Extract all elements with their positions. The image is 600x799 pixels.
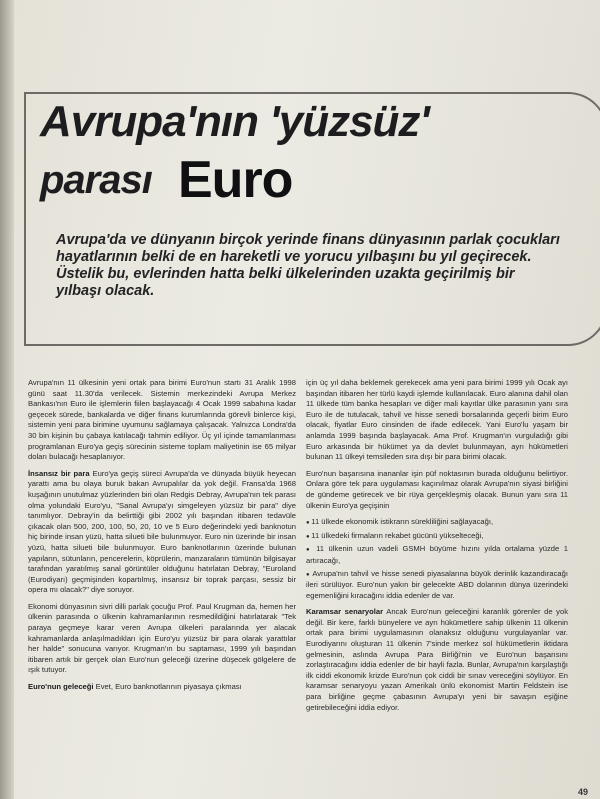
subheading: İnsansız bir para (28, 468, 90, 478)
page-spine-shadow (0, 0, 14, 799)
body-paragraph: Avrupa'nın 11 ülkesinin yeni ortak para birimi Euro'nun startı 31 Aralık 1998 günü saat 11.30'da verilecek. Sistemin merkezindeki Avrupa Merkez Bankası'nın Euro ile işlemlerin fiilen başlayacağı 4 Ocak 1999 sabahına kadar geçecek sürede, bankalarda ve diğer finans kurumlarında görevli binlerce kişi, sistemin yeni para birimine uyumunu sağlamaya çalışacak. Yalnızca Londra'da 30 bin kişinin bu çabaya katılacağı tahmin ediliyor. Üç yıl içinde tamamlanması programlanan Euro'ya geçiş sürecinin sisteme toplam maliyetinin ise 65 milyar doları bulacağı hesaplanıyor. (28, 378, 296, 462)
page-number: 49 (577, 787, 588, 797)
body-paragraph: Karamsar senaryolar Ancak Euro'nun geleceğini karanlık görenler de yok değil. Bir kere, farklı bünyelere ve ayrı hükümetlere sahip ülkenin 11 ülkenin ortak para birimi uygulamasının olanaksız olduğunu vurgulayanlar var. Eurodiyarını oluşturan 11 ülkenin 7'sinde merkez sol hükümetlerin iktidara gelmesinin, aslında Avrupa Para Birliği'nin ve Euro'nun başarısını zorlaştıracağını iddia edenler de bir hayli fazla. Bunlar, Avrupa'nın karşılaştığı ilk ciddi ekonomik krizde Euro'nun çok ciddi bir sınav vereceğini söylüyor. En karamsar senaryoyu yazan Amerikalı ünlü ekonomist Martin Feldstein ise para birliğine geçme çabasının Avrupa'yı yeni bir savaşın eşiğine getirebileceğini iddia ediyor. (306, 607, 568, 712)
article-column-left (28, 378, 296, 699)
headline-line-1: Avrupa'nın 'yüzsüz' (40, 97, 429, 146)
article-column-right (306, 378, 568, 719)
body-paragraph: Euro'nun geleceği Evet, Euro banknotlarının piyasaya çıkması (28, 682, 242, 692)
body-paragraph: İnsansız bir para Euro'ya geçiş süreci Avrupa'da ve dünyada büyük heyecan yarattı ama bu olaya buruk bakan Avrupalılar da yok değil. Fransa'da 1968 kuşağının unutulmaz yüzlerinden biri olan Redgis Debray, Avrupa'nın tek parası olma yolundaki Euro'yu, "Sanal Avrupa'yı simgeleyen yüzsüz bir para" diye tanımlıyor. Debray'in da belirttiği gibi 2002 yılı başından itibaren tedavüle çıkacak olan 500, 200, 100, 50, 20, 10 ve 5 Euro değerindeki yedi banknotun hiç birinde insan yüzü, hatta silueti bile bulunmuyor. Euro nin üzerinde bir insan yüzü, hatta silueti bile bulunmuyor. Euro banknotlarının üzerinde bulunan yapıların, sütunların, pencerelerin, köprülerin, manzaraların tümünün bilgisayar tarafından yaratılmış sanal görüntüler olduğunu hatırlatan Debray, "Euroland (Eurodiyarı) geçmişinden kopartılmış, insansız bir toprak parçası, sessiz bir opera mı olacak?" diye soruyor. (28, 468, 296, 595)
headline-line-2b: Euro (178, 151, 293, 209)
subheading: Euro'nun geleceği (28, 682, 94, 692)
bullet-item: ● 11 ülkede ekonomik istikrarın sürekliliğini sağlayacağı, (306, 517, 568, 529)
body-paragraph: Euro'nun başarısına inananlar işin püf noktasının burada olduğunu belirtiyor. Onlara göre tek para uygulaması kaçınılmaz olarak Avrupa'nın siyasi birliğini de gündeme getirecek ve bir rüya gerçekleşmiş olacak. Bunun yanı sıra 11 ülkenin Euro'ya geçişinin (306, 468, 568, 510)
title-frame-curve (546, 92, 600, 346)
bullet-item: ● 11 ülkenin uzun vadeli GSMH büyüme hızını yılda ortalama yüzde 1 artıracağı, (306, 544, 568, 566)
body-paragraph: Ekonomi dünyasının sivri dilli parlak çocuğu Prof. Paul Krugman da, hemen her ülkenin parasında o ülkenin kahramanlarının resmedildiğini hatırlatarak "Tek paraya geçmeye karar veren Avrupa ülkeleri paralarında yer alacak kahramanlarda anlaşılmadıkları için Euro'yu yüzsüz bir para olarak yarattılar her halde" sonucuna varıyor. Krugman'ın bu saptaması, 1999 yılı başından itibaren artık bir gerçek olan Euro'nun geleceği üzerine düşecek gölgelere de ışık tutuyor. (28, 601, 296, 675)
headline-line-2a: parası (40, 158, 152, 202)
body-paragraph: için üç yıl daha beklemek gerekecek ama yeni para birimi 1999 yılı Ocak ayı başından itibaren her türlü kaydi işlemde kullanılacak. Euro alanına dahil olan 11 ülkede tüm banka hesapları ve diğer mali kayıtlar ülke parasının yanı sıra Euro ile de tutulacak, tahvil ve hisse senedi borsalarında geçerli birim Euro olacak, fiyatlar Euro cinsinden de ifade edilecek. Yani Euro'lu yaşam bir anlamda 1999 başında başlayacak. Ama Prof. Krugman'ın vurguladığı gibi Euro arkasında bir hükümet ya da devlet bulunmayan, ayrı hükümetleri bulunan 11 ülkeyi temsileden sıra dışı bir para birimi olacak. (306, 378, 568, 462)
bullet-item: ● 11 ülkedeki firmaların rekabet gücünü yükselteceği, (306, 531, 568, 543)
bullet-item: ● Avrupa'nın tahvil ve hisse senedi piyasalarına büyük derinlik kazandıracağı ileri sürülüyor. Euro'nun yakın bir gelecekte ABD dolarının dünya üzerindeki egemenliğini kıracağını iddia edenler de var. (306, 569, 568, 602)
subheading: Karamsar senaryolar (306, 607, 384, 617)
lead-paragraph: Avrupa'da ve dünyanın birçok yerinde finans dünyasının parlak çocukları hayatlarının belki de en hareketli ve yorucu yılbaşını bu yıl geçirecek. Üstelik bu, evlerinden hatta belki ülkelerinden uzakta geçirilmiş bir yılbaşı olacak. (56, 232, 560, 299)
